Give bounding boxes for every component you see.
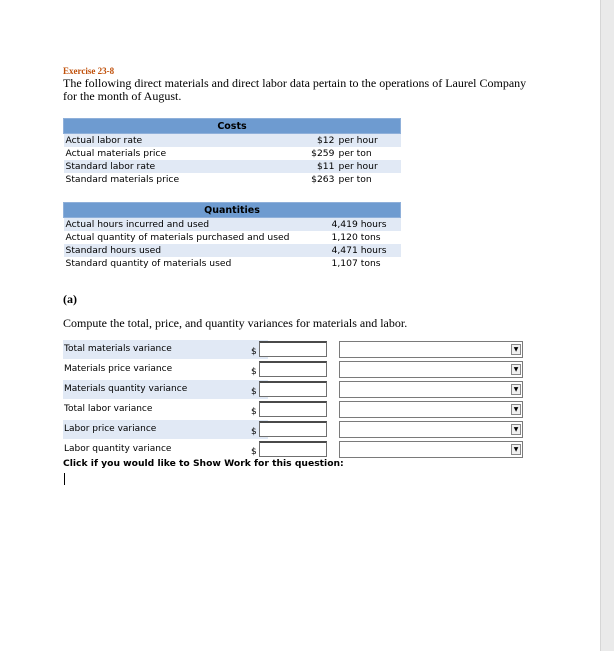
chevron-down-icon[interactable]: ▼: [511, 364, 521, 375]
answer-label: Total materials variance: [63, 340, 268, 359]
cost-unit: per ton: [338, 174, 372, 185]
currency-sign: $: [251, 407, 257, 417]
table-row: [64, 134, 401, 148]
amount-input[interactable]: [259, 381, 327, 397]
table-row: [64, 160, 401, 173]
answer-label: Materials price variance: [64, 364, 173, 374]
chevron-down-icon[interactable]: ▼: [511, 444, 521, 455]
currency-sign: $: [251, 367, 257, 377]
cost-label: Actual materials price: [65, 148, 167, 159]
cost-value: $263: [311, 174, 335, 185]
variance-type-select[interactable]: [339, 361, 523, 378]
show-work-link[interactable]: Click if you would like to Show Work for this question:: [63, 458, 344, 469]
quantity-value: 4,471 hours: [330, 244, 401, 257]
amount-input[interactable]: [259, 401, 327, 417]
cost-unit: per hour: [337, 160, 401, 173]
quantity-label: Actual quantity of materials purchased and used: [65, 232, 290, 243]
answer-row: [63, 340, 525, 360]
currency-sign: $: [251, 347, 257, 357]
cost-label: Standard materials price: [65, 174, 180, 185]
cost-value: $11: [288, 160, 337, 173]
exercise-title: Exercise 23-8: [63, 66, 115, 76]
table-row: [64, 231, 401, 244]
variance-type-select[interactable]: [339, 341, 523, 358]
variance-type-select[interactable]: [339, 421, 523, 438]
chevron-down-icon[interactable]: ▼: [511, 384, 521, 395]
page-scrollbar[interactable]: [600, 0, 614, 651]
amount-input[interactable]: [259, 341, 327, 357]
answer-row: [63, 360, 525, 380]
chevron-down-icon[interactable]: ▼: [511, 404, 521, 415]
text-cursor: [64, 473, 65, 485]
currency-sign: $: [251, 427, 257, 437]
chevron-down-icon[interactable]: ▼: [511, 424, 521, 435]
answer-label: Total labor variance: [64, 404, 153, 414]
exercise-intro: The following direct materials and direct labor data pertain to the operations of Laurel Company for the month of August.: [63, 76, 527, 103]
cost-unit: per hour: [337, 134, 401, 148]
costs-table: [63, 118, 401, 186]
quantity-value: 1,107 tons: [331, 258, 381, 269]
table-row: [64, 218, 401, 232]
cost-value: $259: [311, 148, 335, 159]
answer-label: Labor price variance: [63, 420, 268, 439]
table-row: [64, 257, 401, 270]
quantity-label: Standard quantity of materials used: [65, 258, 232, 269]
answer-label: Labor quantity variance: [64, 444, 172, 454]
answer-row: [63, 440, 525, 460]
chevron-down-icon[interactable]: ▼: [511, 344, 521, 355]
quantity-value: 4,419 hours: [330, 218, 401, 232]
amount-input[interactable]: [259, 421, 327, 437]
exercise-content: [63, 66, 543, 469]
table-row: [64, 147, 401, 160]
variance-type-select[interactable]: [339, 441, 523, 458]
table-row: [64, 173, 401, 186]
variance-type-select[interactable]: [339, 401, 523, 418]
cost-label: Standard labor rate: [64, 160, 288, 173]
currency-sign: $: [251, 447, 257, 457]
quantity-label: Standard hours used: [64, 244, 330, 257]
currency-sign: $: [251, 387, 257, 397]
cost-unit: per ton: [338, 148, 372, 159]
costs-header: Costs: [64, 119, 401, 134]
answer-form: [63, 340, 525, 460]
quantities-table: [63, 202, 401, 270]
part-label: (a): [63, 292, 77, 306]
answer-label: Materials quantity variance: [63, 380, 268, 399]
quantity-value: 1,120 tons: [331, 232, 381, 243]
answer-row: [63, 380, 525, 400]
table-row: [64, 244, 401, 257]
cost-label: Actual labor rate: [64, 134, 288, 148]
question-text: Compute the total, price, and quantity variances for materials and labor.: [63, 316, 408, 330]
quantities-header: Quantities: [64, 203, 401, 218]
answer-row: [63, 400, 525, 420]
variance-type-select[interactable]: [339, 381, 523, 398]
answer-row: [63, 420, 525, 440]
cost-value: $12: [288, 134, 337, 148]
amount-input[interactable]: [259, 361, 327, 377]
quantity-label: Actual hours incurred and used: [64, 218, 330, 232]
amount-input[interactable]: [259, 441, 327, 457]
